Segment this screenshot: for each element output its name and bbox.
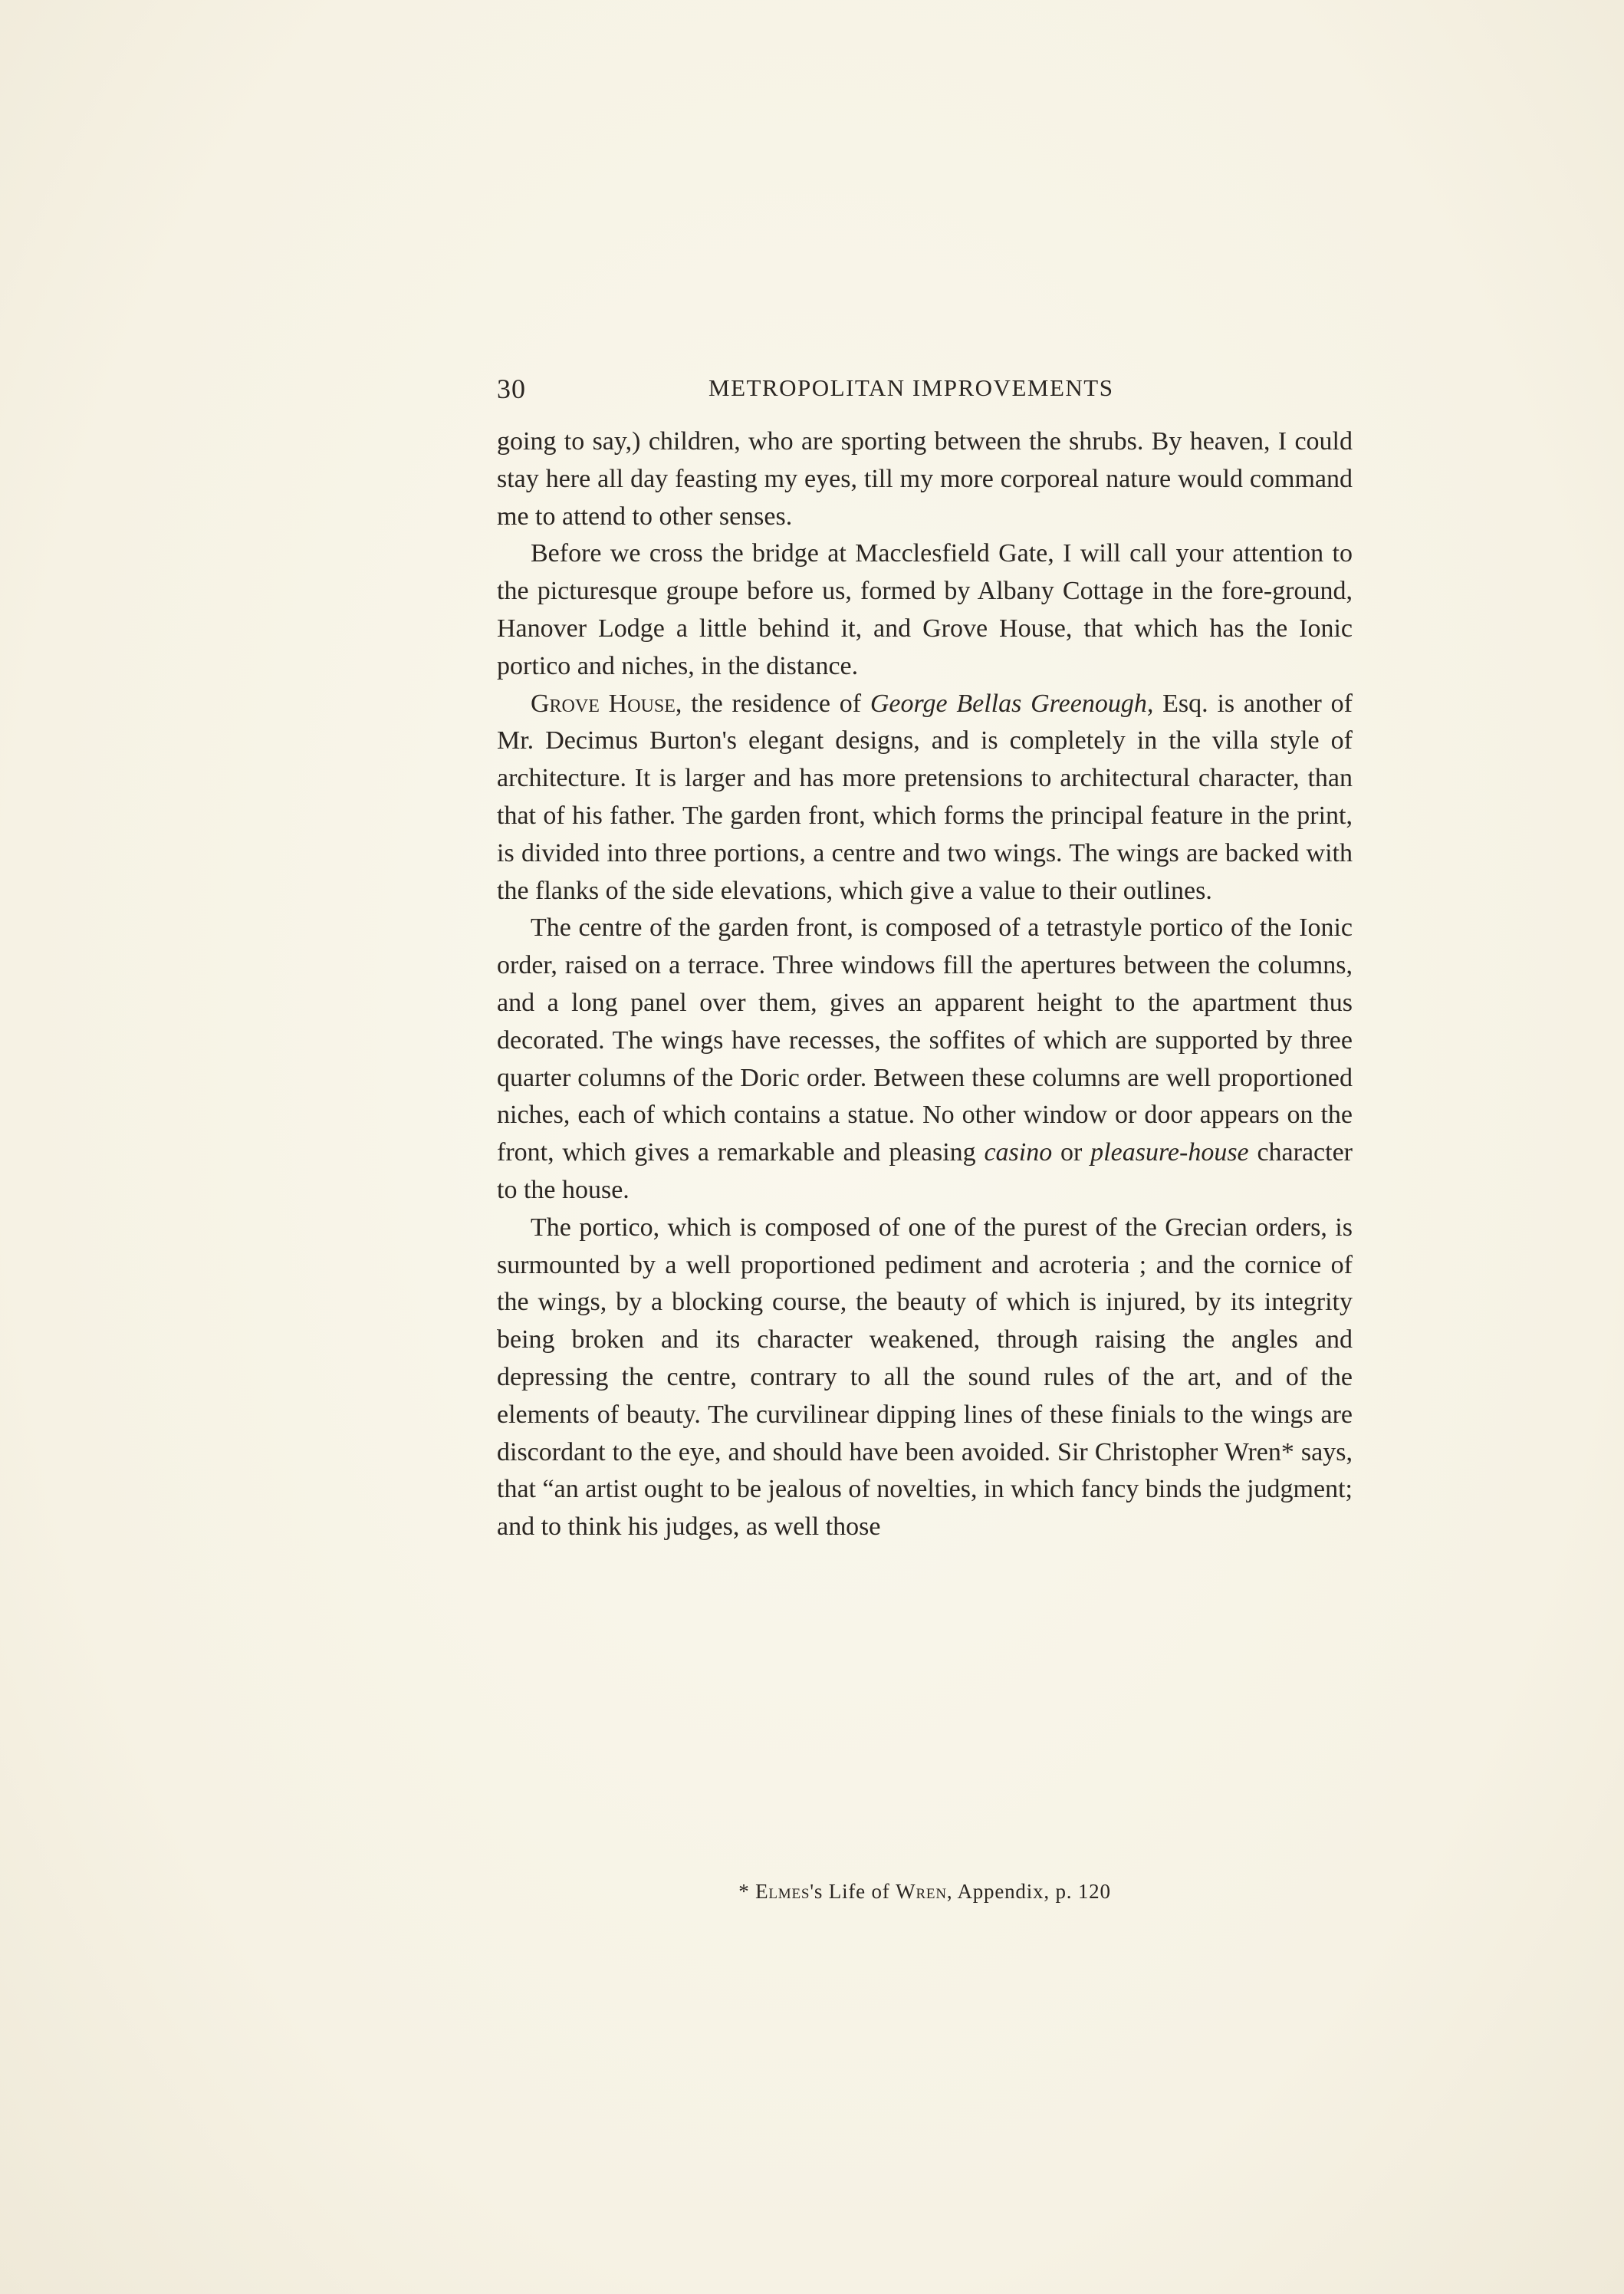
- footnote: [497, 1880, 1353, 1904]
- paragraph-3-text-a: the residence of: [682, 689, 870, 718]
- paragraph-4-text-c: character to the house.: [497, 1138, 1353, 1204]
- italic-term-pleasure-house: pleasure-house: [1090, 1138, 1249, 1167]
- paragraph-3: [497, 686, 1353, 910]
- footnote-marker: *: [738, 1880, 756, 1903]
- body-text: [497, 423, 1353, 1546]
- italic-term-casino: casino: [984, 1138, 1053, 1167]
- paragraph-4-text-a: The centre of the garden front, is composed of a tetrastyle portico of the Ionic order, raised on a terrace. Three windows fill the apertures between the columns, and a long panel over them, gives an apparent height to the apartment thus decorated. The wings have recesses, the soffites of which are supported by three quarter columns of the Doric order. Between these columns are well proportioned niches, each of which contains a statue. No other window or door appears on the front, which gives a remarkable and pleasing: [497, 913, 1353, 1167]
- paragraph-2: Before we cross the bridge at Macclesfield Gate, I will call your attention to the picturesque groupe before us, formed by Albany Cottage in the fore-ground, Hanover Lodge a little behind it, and Grove House, that which has the Ionic portico and niches, in the distance.: [497, 539, 1353, 680]
- footnote-text-a: 's Life of: [810, 1880, 896, 1903]
- building-name: Grove House,: [531, 689, 682, 718]
- footnote-subject: Wren: [896, 1880, 947, 1903]
- paragraph-5: The portico, which is composed of one of the purest of the Grecian orders, is surmounted by a well proportioned pediment and acroteria ; and the cornice of the wings, by a blocking course, the beauty of which is injured, by its integrity being broken and its character weakened, through raising the angles and depressing the centre, contrary to all the sound rules of the art, and of the elements of beauty. The curvilinear dipping lines of these finials to the wings are discordant to the eye, and should have been avoided. Sir Christopher Wren* says, that “an artist ought to be jealous of novelties, in which fancy binds the judgment; and to think his judges, as well those: [497, 1213, 1353, 1542]
- paragraph-3-text-b: Esq. is another of Mr. Decimus Burton's elegant designs, and is completely in the villa style of architecture. It is larger and has more pretensions to architectural character, than that of his father. The garden front, which forms the principal feature in the print, is divided into three portions, a centre and two wings. The wings are backed with the flanks of the side elevations, which give a value to their outlines.: [497, 689, 1353, 905]
- footnote-text-b: , Appendix, p. 120: [946, 1880, 1111, 1903]
- running-head: METROPOLITAN IMPROVEMENTS: [708, 374, 1114, 401]
- paragraph-4: [497, 910, 1353, 1209]
- paragraph-4-text-b: or: [1052, 1138, 1091, 1167]
- footnote-author: Elmes: [755, 1880, 810, 1903]
- owner-name: George Bellas Greenough,: [870, 689, 1154, 718]
- page-header: [497, 371, 1353, 405]
- paragraph-1: going to say,) children, who are sporting between the shrubs. By heaven, I could stay here all day feasting my eyes, till my more corporeal nature would command me to attend to other senses.: [497, 427, 1353, 531]
- page-number: 30: [497, 374, 526, 404]
